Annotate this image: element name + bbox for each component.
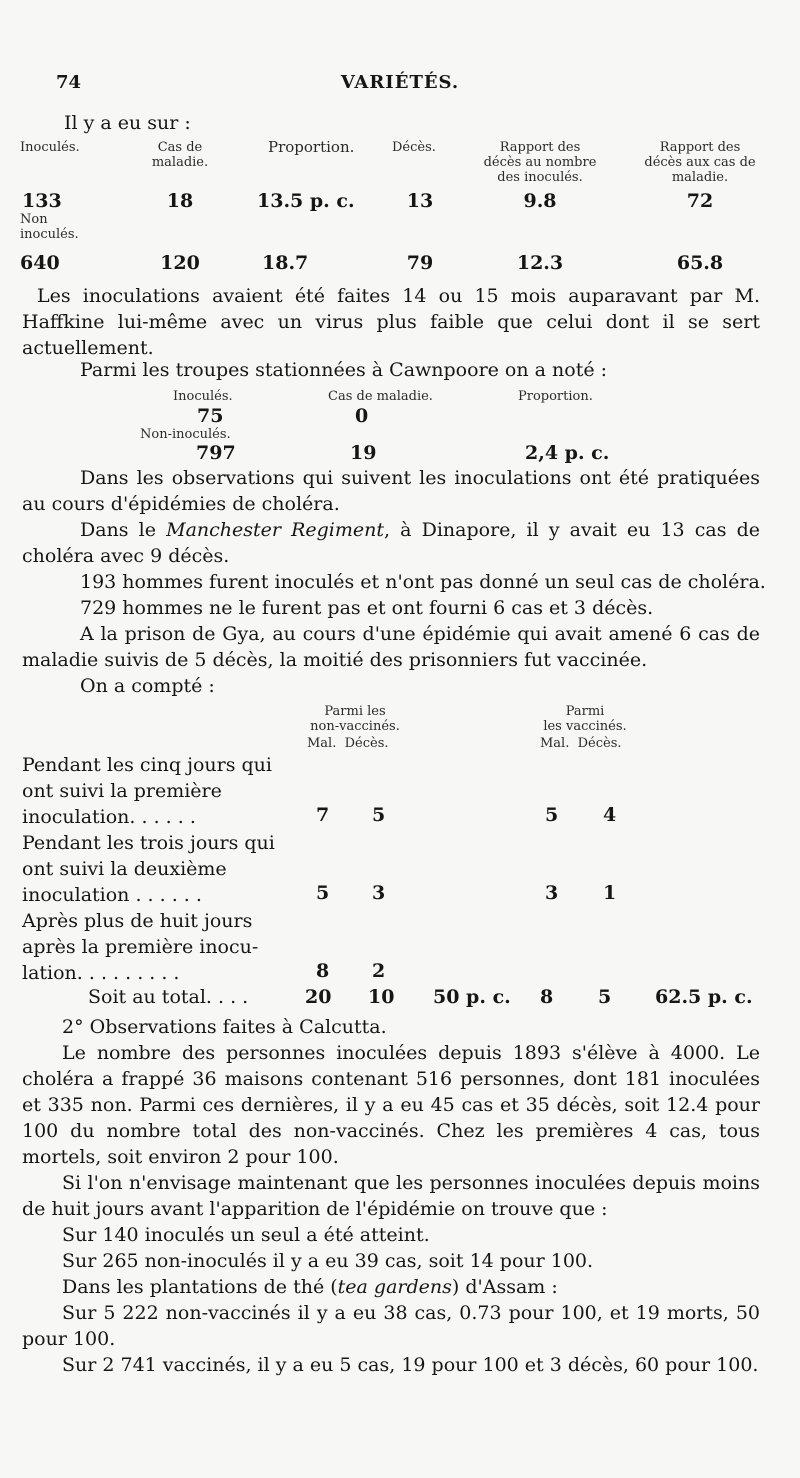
paragraph: Sur 140 inoculés un seul a été atteint. (62, 1224, 430, 1246)
col-header-rapport-inocules: Rapport des décès au nombre des inoculés. (483, 140, 597, 185)
t2-header-proportion: Proportion. (518, 389, 593, 404)
t2-header-cas: Cas de maladie. (328, 389, 433, 404)
paragraph: Le nombre des personnes inoculées depuis 1893 s'élève à 4000. Le choléra a frappé 36 maisons contenant 516 personnes, dont 181 inoculées et 335 non. Parmi ces dernières, il y a eu 45 cas et 35 décès, soit 12.4 pour 100 du nombre total des non-vaccinés. Chez les premières 4 cas, tous mortels, soit environ 2 pour 100. (22, 1042, 760, 1168)
t1-r1-deces: 13 (406, 190, 434, 212)
t3-total-prop-v: 62.5 p. c. (655, 986, 753, 1008)
t1-r1-rapport-inocules: 9.8 (523, 190, 557, 212)
paragraph: On a compté : (80, 675, 215, 697)
t2-r2-inocules: 797 (196, 442, 236, 464)
page-header (56, 72, 756, 102)
t3-total-mal-nv: 20 (305, 986, 332, 1008)
t3-r3-deces-nv: 2 (372, 960, 386, 982)
t2-r2-proportion: 2,4 p. c. (525, 442, 610, 464)
paragraph-assam (62, 1274, 752, 1300)
t1-r1-cas: 18 (166, 190, 194, 212)
t1-r1-proportion: 13.5 p. c. (257, 190, 355, 212)
t3-r2-mal-v: 3 (545, 882, 559, 904)
paragraph: 193 hommes furent inoculés et n'ont pas donné un seul cas de choléra. (80, 571, 766, 593)
paragraph: 729 hommes ne le furent pas et ont fourni 6 cas et 3 décès. (80, 597, 654, 619)
t3-r1-mal-v: 5 (545, 804, 559, 826)
t1-r2-inocules: 640 (20, 252, 60, 274)
t3-total-label: Soit au total. . . . (88, 986, 249, 1008)
t3-r2-deces-nv: 3 (372, 882, 386, 904)
paragraph: Sur 265 non-inoculés il y a eu 39 cas, soit 14 pour 100. (62, 1250, 594, 1272)
text-span: Dans les plantations de thé ( (62, 1276, 338, 1298)
t3-row-label: Après plus de huit jours après la première inocu-lation. . . . . . . . . (22, 910, 259, 984)
regiment-name: Manchester Regiment (166, 519, 384, 541)
t3-row-label: Pendant les trois jours qui ont suivi la deuxième inoculation . . . . . . (22, 832, 275, 906)
page-number: 74 (56, 72, 82, 93)
t1-r2-rapport-cas: 65.8 (676, 252, 724, 274)
t3-total-deces-v: 5 (598, 986, 612, 1008)
t3-r2-deces-v: 1 (603, 882, 617, 904)
t3-r2-mal-nv: 5 (316, 882, 330, 904)
paragraph: Les inoculations avaient été faites 14 ou 15 mois auparavant par M. Haffkine lui-même avec un virus plus faible que celui dont il se sert actuellement. (22, 285, 760, 359)
t2-header-inocules: Inoculés. (173, 389, 233, 404)
t2-r2-label: Non-inoculés. (140, 427, 231, 442)
paragraph: Parmi les troupes stationnées à Cawnpoore on a noté : (80, 359, 608, 381)
t3-sub-vaccines: Mal. Décès. (540, 736, 622, 751)
t3-total-prop-nv: 50 p. c. (433, 986, 511, 1008)
t3-row-label: Pendant les cinq jours qui ont suivi la première inoculation. . . . . . (22, 754, 272, 828)
t1-r2-label: Non inoculés. (20, 212, 79, 242)
paragraph: A la prison de Gya, au cours d'une épidémie qui avait amené 6 cas de maladie suivis de 5 décès, la moitié des prisonniers fut vaccinée. (22, 623, 760, 671)
t1-r2-cas: 120 (160, 252, 200, 274)
t1-r2-rapport-inocules: 12.3 (516, 252, 564, 274)
paragraph: Sur 5 222 non-vaccinés il y a eu 38 cas, 0.73 pour 100, et 19 morts, 50 pour 100. (22, 1302, 760, 1350)
running-title: VARIÉTÉS. (340, 72, 460, 93)
intro-line: Il y a eu sur : (64, 112, 191, 134)
t3-total-mal-v: 8 (540, 986, 554, 1008)
text-span: ) d'Assam : (451, 1276, 558, 1298)
col-header-cas: Cas de maladie. (151, 140, 209, 170)
col-header-inocules: Inoculés. (20, 140, 80, 155)
col-header-rapport-cas: Rapport des décès aux cas de maladie. (644, 140, 756, 185)
t3-r1-deces-nv: 5 (372, 804, 386, 826)
t1-r1-rapport-cas: 72 (686, 190, 714, 212)
t1-r1-inocules: 133 (22, 190, 62, 212)
t2-r1-inocules: 75 (197, 405, 224, 427)
t3-total-deces-nv: 10 (368, 986, 395, 1008)
text-span: Dans le (80, 519, 167, 541)
t3-r3-mal-nv: 8 (316, 960, 330, 982)
t1-r2-proportion: 18.7 (262, 252, 309, 274)
col-header-deces: Décès. (392, 140, 436, 155)
t3-r1-mal-nv: 7 (316, 804, 330, 826)
t3-sub-nonvaccines: Mal. Décès. (307, 736, 389, 751)
text-span: , à Dinapore, il y avait eu 13 cas de choléra avec 9 décès. (22, 519, 760, 567)
t3-r1-deces-v: 4 (603, 804, 617, 826)
paragraph-manchester (22, 517, 760, 569)
paragraph: Si l'on n'envisage maintenant que les personnes inoculées depuis moins de huit jours avant l'apparition de l'épidémie on trouve que : (22, 1172, 760, 1220)
t2-r2-cas: 19 (350, 442, 377, 464)
t3-group-nonvaccines: Parmi les non-vaccinés. (310, 704, 400, 734)
t1-r2-deces: 79 (406, 252, 434, 274)
t3-group-vaccines: Parmi les vaccinés. (543, 704, 627, 734)
t2-r1-cas: 0 (355, 405, 369, 427)
col-header-proportion: Proportion. (268, 138, 355, 156)
section-heading: 2° Observations faites à Calcutta. (62, 1016, 387, 1038)
paragraph: Dans les observations qui suivent les inoculations ont été pratiquées au cours d'épidémies de choléra. (22, 467, 760, 515)
paragraph: Sur 2 741 vaccinés, il y a eu 5 cas, 19 pour 100 et 3 décès, 60 pour 100. (62, 1354, 759, 1376)
tea-gardens: tea gardens (337, 1276, 452, 1298)
